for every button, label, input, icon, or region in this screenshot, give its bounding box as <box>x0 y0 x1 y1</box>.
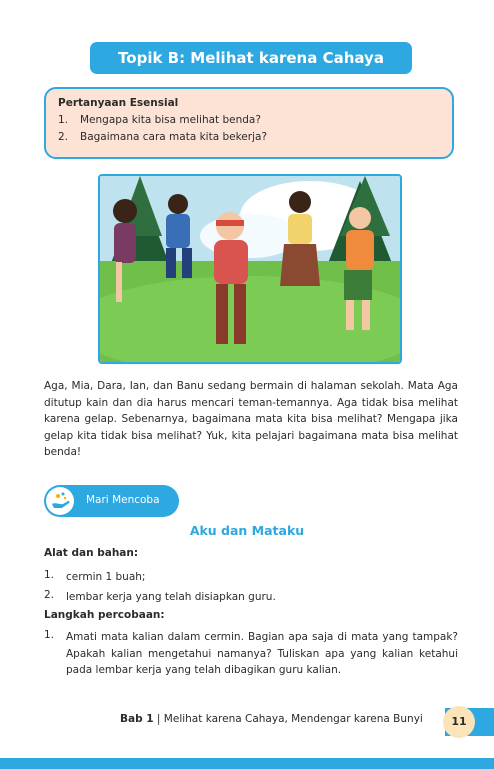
steps-heading: Langkah percobaan: <box>44 609 165 621</box>
item-number: 2. <box>44 589 55 601</box>
essential-question <box>58 114 440 126</box>
item-text: Amati mata kalian dalam cermin. Bagian apa saja di mata yang tampak? Apakah kalian mengetahui namanya? Tuliskan apa yang kalian ketahui pada lembar kerja yang telah dibagikan guru kalian. <box>66 631 458 676</box>
intro-paragraph: Aga, Mia, Dara, Ian, dan Banu sedang bermain di halaman sekolah. Mata Aga ditutup kain dan dia harus mencari teman-temannya. Aga tidak bisa melihat karena gelap. Sebenarnya, bagaimana mata kita bisa melihat? Mengapa jika gelap kita tidak bisa melihat? Yuk, kita pelajari bagaimana mata bisa melihat benda! <box>44 380 458 458</box>
essential-question <box>58 131 440 143</box>
item-number: 1. <box>44 629 55 641</box>
essential-questions-list <box>58 114 440 143</box>
item-number: 1. <box>44 569 55 581</box>
bottom-bar <box>0 758 494 769</box>
item-text: Mengapa kita bisa melihat benda? <box>80 114 261 126</box>
item-text: Bagaimana cara mata kita bekerja? <box>80 131 268 143</box>
item-number: 2. <box>58 131 69 143</box>
item-text: lembar kerja yang telah disiapkan guru. <box>66 591 276 603</box>
activity-badge <box>44 485 179 517</box>
materials-heading: Alat dan bahan: <box>44 547 139 559</box>
materials-item <box>44 589 458 606</box>
materials-item <box>44 569 458 586</box>
page-footer <box>120 713 423 725</box>
chapter-title: Melihat karena Cahaya, Mendengar karena Bunyi <box>163 713 423 725</box>
hand-sparkle-icon <box>46 487 74 515</box>
topic-title: Topik B: Melihat karena Cahaya <box>90 42 412 74</box>
item-text: cermin 1 buah; <box>66 571 146 583</box>
item-number: 1. <box>58 114 69 126</box>
children-playing-illustration <box>98 174 402 364</box>
illustration-svg <box>100 176 400 362</box>
activity-label: Mari Mencoba <box>86 494 160 506</box>
essential-questions-box <box>44 87 454 159</box>
page-number: 11 <box>443 706 475 738</box>
footer-separator: | <box>153 713 164 725</box>
chapter-label: Bab 1 <box>120 713 154 725</box>
activity-title: Aku dan Mataku <box>189 523 305 538</box>
essential-questions-title: Pertanyaan Esensial <box>58 97 179 109</box>
steps-item <box>44 629 458 679</box>
